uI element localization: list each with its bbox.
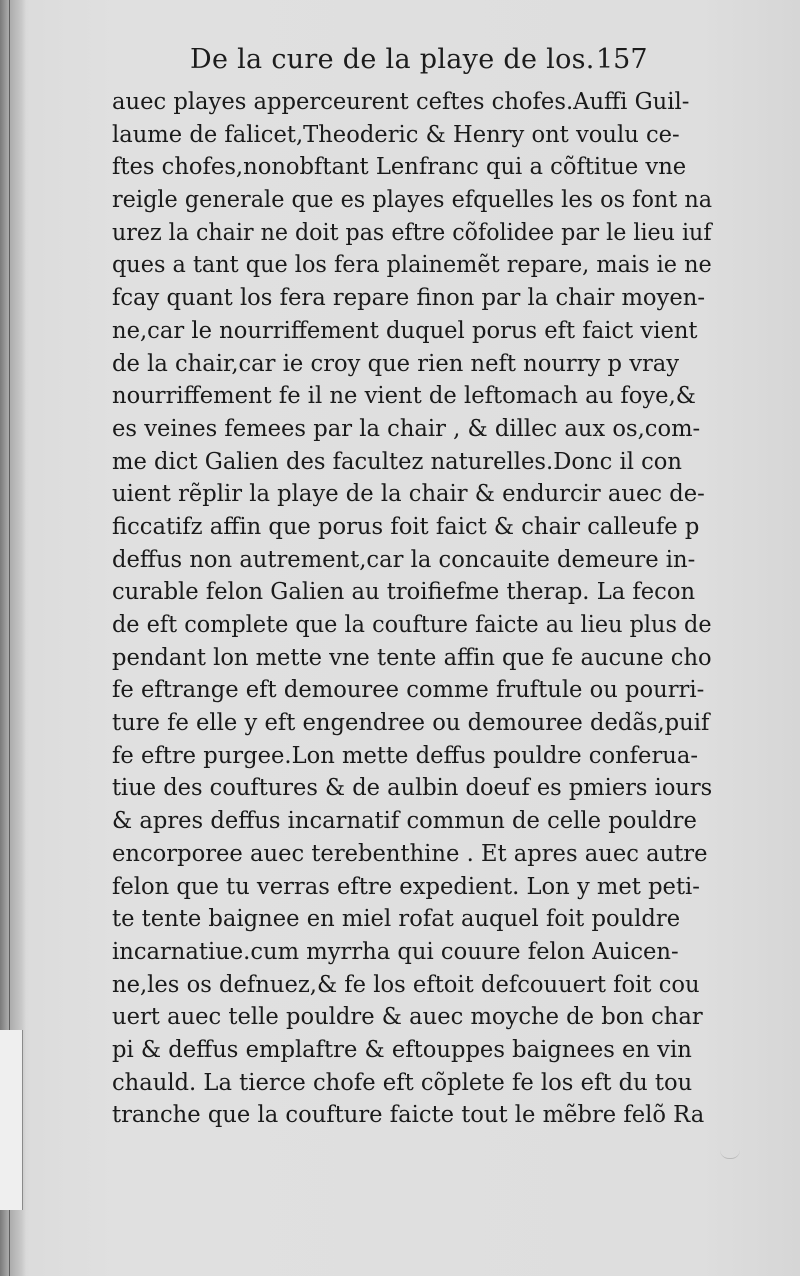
text-line: reigle generale que es playes efquelles les os font na: [112, 187, 713, 214]
text-line: te tente baignee en miel rofat auquel foit pouldre: [112, 906, 681, 933]
text-line: tranche que la coufture faicte tout le mẽbre felõ Ra: [112, 1102, 705, 1129]
text-line: auec playes apperceurent ceftes chofes.Auffi Guil-: [112, 89, 690, 115]
text-line: encorporee auec terebenthine . Et apres auec autre: [112, 840, 708, 867]
text-line: felon que tu verras eftre expedient. Lon y met peti-: [112, 873, 700, 900]
text-line: incarnatiue.cum myrrha qui couure felon Auicen-: [112, 938, 679, 965]
text-line: pendant lon mette vne tente affin que fe aucune cho: [112, 644, 712, 671]
folio-number: 157: [596, 44, 648, 75]
text-line: urez la chair ne doit pas eftre cõfolidee par le lieu iuf: [112, 219, 712, 246]
text-line: ques a tant que los fera plainemẽt repare, mais ie ne: [112, 252, 712, 279]
running-title: De la cure de la playe de los.: [190, 44, 595, 75]
text-line: ftes chofes,nonobftant Lenfranc qui a cõftitue vne: [112, 154, 687, 181]
text-line: uient rẽplir la playe de la chair & endurcir auec de-: [112, 481, 705, 508]
text-line: ficcatifz affin que porus foit faict & chair calleufe p: [112, 513, 700, 540]
paper-mark: [720, 1150, 740, 1159]
text-line: uert auec telle pouldre & auec moyche de bon char: [112, 1004, 703, 1031]
text-line: chauld. La tierce chofe eft cõplete fe los eft du tou: [112, 1069, 693, 1096]
text-line: ne,car le nourriffement duquel porus eft faict vient: [112, 317, 698, 344]
text-line: nourriffement fe il ne vient de leftomach au foye,&: [112, 383, 696, 410]
text-line: fe eftrange eft demouree comme fruftule ou pourri-: [112, 677, 705, 704]
text-line: es veines femees par la chair , & dillec aux os,com-: [112, 415, 701, 442]
page-edge-tab: [0, 1030, 23, 1210]
text-line: deffus non autrement,car la concauite demeure in-: [112, 546, 696, 573]
body-text: [112, 86, 722, 1132]
text-line: ture fe elle y eft engendree ou demouree dedãs,puif: [112, 710, 710, 737]
text-line: de la chair,car ie croy que rien neft nourry p vray: [112, 350, 680, 377]
text-line: de eft complete que la coufture faicte au lieu plus de: [112, 612, 712, 638]
text-line: laume de falicet,Theoderic & Henry ont voulu ce-: [112, 121, 680, 148]
text-line: me dict Galien des facultez naturelles.Donc il con: [112, 448, 683, 475]
text-line: & apres deffus incarnatif commun de celle pouldre: [112, 808, 697, 835]
text-line: fcay quant los fera repare finon par la chair moyen-: [112, 285, 705, 312]
text-line: tiue des couftures & de aulbin doeuf es pmiers iours: [112, 775, 713, 802]
text-line: pi & deffus emplaftre & eftouppes baignees en vin: [112, 1036, 692, 1063]
text-line: fe eftre purgee.Lon mette deffus pouldre conferua-: [112, 742, 699, 769]
text-line: ne,les os defnuez,& fe los eftoit defcouuert foit cou: [112, 971, 700, 998]
text-line: curable felon Galien au troifiefme therap. La fecon: [112, 579, 696, 606]
